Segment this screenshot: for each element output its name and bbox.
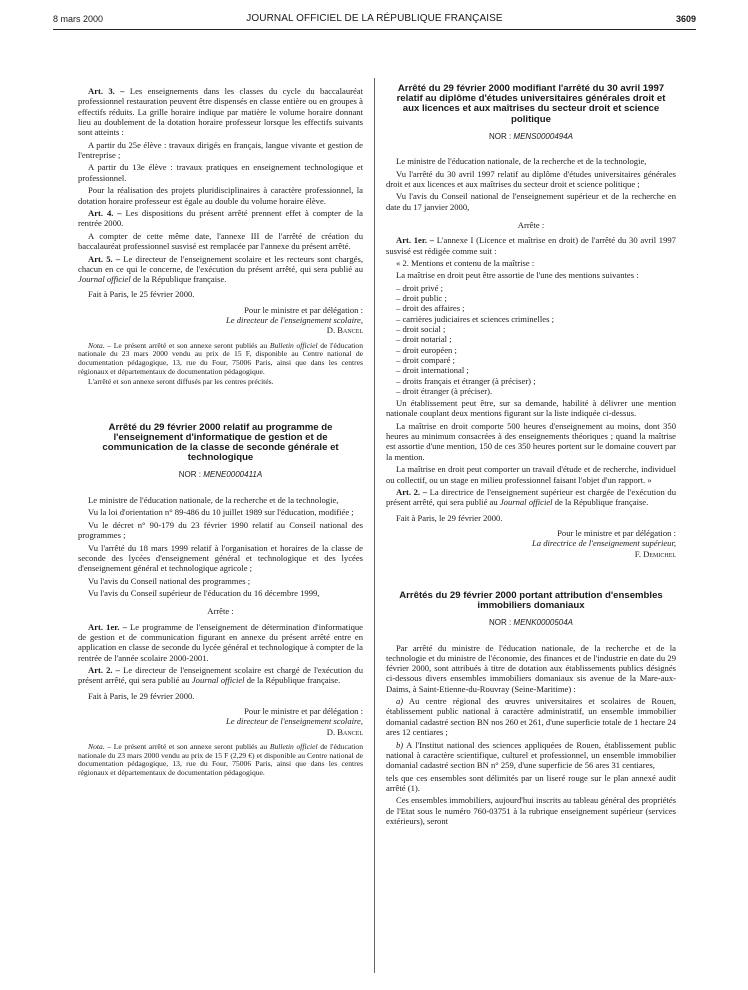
decree-3-p6: La maîtrise en droit peut comporter un travail d'étude et de recherche, individuel ou collectif, ou un stage en milieu professionnel faisant l'objet d'un rapport. » [386, 464, 676, 485]
article-3: Art. 3. – Les enseignements dans les classes du cycle du baccalauréat professionnel restauration peuvent être dispensés en classe entière ou en groupes à effectifs réduits. La grille horaire indique par matière le volume horaire donnant lieu au doublement de la dotation horaire professeur lorsque les effectifs suivants sont atteints : [78, 86, 363, 138]
column-divider [374, 78, 375, 973]
signature-3-name: F. Demichel [634, 548, 676, 559]
decree-4-p1: Par arrêté du ministre de l'éducation nationale, de la recherche et de la technologie et du ministre de l'économie, des finances et de l'industrie en date du 29 février 2000, sont attribués à titre de dotation aux établissements publics désignés ci-dessous divers ensembles immobiliers domaniaux sis avenue de la Mare-aux-Daims, à Saint-Etienne-du-Rouvray (Seine-Maritime) : [386, 642, 676, 694]
signature-1-delegation: Pour le ministre et par délégation : [244, 304, 363, 315]
page-number: 3609 [675, 14, 696, 24]
journal-title: JOURNAL OFFICIEL DE LA RÉPUBLIQUE FRANÇAISE [246, 13, 503, 24]
decree-3-article-1: Art. 1er. – L'annexe I (Licence et maîtrise en droit) de l'arrêté du 30 avril 1997 susvisé est rédigée comme suit : [386, 235, 676, 256]
decree-4-nor: NOR : MENK0000504A [488, 618, 574, 628]
decree-2-nor: NOR : MENE0000411A [178, 470, 263, 480]
mentions-list [386, 283, 676, 396]
decree-2-vu-4: Vu l'avis du Conseil national des programmes ; [88, 575, 251, 586]
list-item: – droit notarial ; [396, 334, 452, 345]
decree-3-p4: Un établissement peut être, sur sa demande, habilité à délivrer une mention nationale couplant deux mentions figurant sur la liste indiquée ci-dessus. [386, 398, 676, 419]
decree-3-vu-2: Vu l'avis du Conseil national de l'enseignement supérieur et de la recherche en date du 17 janvier 2000, [386, 191, 676, 212]
decree-2-title: Arrêté du 29 février 2000 relatif au programme de l'enseignement d'informatique de gestion et de communication de la classe de seconde générale et technologique [102, 421, 339, 464]
decree-2-arrete: Arrête : [207, 606, 234, 617]
decree-3-title: Arrêté du 29 février 2000 modifiant l'arrêté du 30 avril 1997 relatif au diplôme d'études universitaires générales droit et aux licences et aux maîtrises du secteur droit et science politique [396, 83, 666, 125]
decree-3-arrete: Arrête : [517, 219, 545, 230]
signature-3-delegation: Pour le ministre et par délégation : [557, 527, 676, 538]
article-5: Art. 5. – Le directeur de l'enseignement scolaire et les recteurs sont chargés, chacun en ce qui le concerne, de l'exécution du présent arrêté, qui sera publié au Journal officiel de la République française. [78, 253, 363, 285]
decree-4-p3: Ces ensembles immobiliers, aujourd'hui inscrits au tableau général des propriétés de l'Etat sous le numéro 760-03751 à la rubrique enseignement supérieur (services extérieurs), seront [386, 795, 676, 827]
list-item: – carrières judiciaires et sciences criminelles ; [396, 313, 554, 324]
signature-3-role: La directrice de l'enseignement supérieur, [532, 538, 676, 549]
article-3-p4: Pour la réalisation des projets pluridisciplinaires à caractère professionnel, la dotation horaire professeur est égale au double du volume horaire élève. [78, 185, 363, 206]
article-3-p3: A partir du 13e élève : travaux pratiques en enseignement technologique et professionnel. [78, 162, 363, 183]
article-4-p2: A compter de cette même date, l'annexe III de l'arrêté de création du baccalauréat professionnel susvisé est remplacée par l'annexe du présent arrêté. [78, 230, 363, 252]
decree-3-quote: « 2. Mentions et contenu de la maîtrise : [396, 258, 535, 269]
decree-4-item-a: a) Au centre régional des œuvres universitaires et scolaires de Rouen, établissement public national à caractère administratif, un ensemble immobilier domanial cadastré section BN nos 260 et 261, d'une superficie totale de 1 hectare 24 ares 12 centiares ; [386, 696, 676, 738]
decree-2-minister: Le ministre de l'éducation nationale, de la recherche et de la technologie, [88, 494, 339, 505]
signature-2-name: D. Bancel [326, 726, 363, 737]
decree-3-nor: NOR : MENS0000494A [488, 131, 574, 141]
list-item: – droit comparé ; [396, 354, 455, 365]
list-item: – droits français et étranger (à préciser) ; [396, 375, 536, 386]
nota-2: Nota. – Le présent arrêté et son annexe seront publiés au Bulletin officiel de l'éducation nationale du 23 mars 2000 vendu au prix de 15 F (2,29 €) et disponible au Centre national de documentation pédagogique, 13, rue du Four, 75006 Paris, ainsi que dans les centres régionaux et départementaux de documentation pédagogique. [78, 741, 364, 778]
list-item: – droit des affaires ; [396, 303, 465, 314]
left-column [78, 86, 363, 780]
signature-1-role: Le directeur de l'enseignement scolaire, [226, 315, 363, 326]
header-rule [53, 29, 696, 30]
right-column [386, 84, 676, 829]
list-item: – droit international ; [396, 365, 469, 376]
list-item: – droit privé ; [396, 282, 444, 293]
article-3-p2: A partir du 25e élève : travaux dirigés en français, langue vivante et gestion de l'entreprise ; [78, 139, 363, 160]
article-4: Art. 4. – Les dispositions du présent arrêté prennent effet à compter de la rentrée 2000. [78, 208, 363, 229]
decree-2-vu-3: Vu l'arrêté du 18 mars 1999 relatif à l'organisation et horaires de la classe de seconde des lycées d'enseignement général et technologique et des lycées d'enseignement général et technologique agricole ; [78, 542, 363, 574]
decree-2-vu-1: Vu la loi d'orientation n° 89-486 du 10 juillet 1989 sur l'éducation, modifiée ; [88, 507, 354, 518]
decree-2-article-1: Art. 1er. – Le programme de l'enseignement de détermination d'informatique de gestion et de communication figurant en annexe du présent arrêté entre en application en classe de seconde du lycée général et technologique à compter de la rentrée de l'année scolaire 2000-2001. [78, 621, 363, 663]
decree-4-p2: tels que ces ensembles sont délimités par un liseré rouge sur le plan annexé audit arrêté (1). [386, 772, 676, 793]
decree-2-vu-2: Vu le décret n° 90-179 du 23 février 1990 relatif au Conseil national des programmes ; [78, 519, 363, 541]
page-header [53, 12, 696, 28]
list-item: – droit social ; [396, 324, 446, 335]
decree-4-item-b: b) A l'Institut national des sciences appliquées de Rouen, établissement public national à caractère scientifique, culturel et professionnel, un ensemble immobilier domanial cadastré section BN n° 259, d'une superficie de 56 ares 31 centiares, [386, 739, 676, 771]
decree-3-intro: La maîtrise en droit peut être assortie de l'une des mentions suivantes : [396, 270, 639, 281]
signature-2-delegation: Pour le ministre et par délégation : [244, 705, 363, 716]
fait-a-paris-3: Fait à Paris, le 29 février 2000. [396, 512, 503, 523]
list-item: – droit étranger (à préciser). [396, 385, 493, 396]
fait-a-paris-2: Fait à Paris, le 29 février 2000. [88, 690, 195, 701]
decree-2-article-2: Art. 2. – Le directeur de l'enseignement scolaire est chargé de l'exécution du présent arrêté, qui sera publié au Journal officiel de la République française. [78, 665, 363, 686]
signature-2-role: Le directeur de l'enseignement scolaire, [226, 716, 363, 727]
decree-3-minister: Le ministre de l'éducation nationale, de la recherche et de la technologie, [396, 156, 647, 167]
decree-3-article-2: Art. 2. – La directrice de l'enseignement supérieur est chargée de l'exécution du présent arrêté, qui sera publié au Journal officiel de la République française. [386, 487, 676, 508]
decree-3-vu-1: Vu l'arrêté du 30 avril 1997 relatif au diplôme d'études universitaires générales droit et aux licences et aux maîtrises du secteur droit et science politique ; [386, 168, 676, 189]
nota-1: Nota. – Le présent arrêté et son annexe seront publiés au Bulletin officiel de l'éducation nationale du 23 mars 2000 vendu au prix de 15 F, disponible au Centre national de documentation pédagogique, 13, rue du Four, 75006 Paris, ainsi que dans les centres régionaux et départementaux de documentation pédagogique. L'arrêté et son annexe seront diffusés par les centres précités. [78, 340, 364, 387]
list-item: – droit public ; [396, 293, 447, 304]
header-date: 8 mars 2000 [53, 14, 104, 24]
decree-2-vu-5: Vu l'avis du Conseil supérieur de l'éducation du 16 décembre 1999, [88, 588, 320, 599]
decree-4-title: Arrêtés du 29 février 2000 portant attribution d'ensembles immobiliers domaniaux [399, 589, 663, 612]
fait-a-paris-1: Fait à Paris, le 25 février 2000. [88, 289, 195, 300]
decree-3-p5: La maîtrise en droit comporte 500 heures d'enseignement au moins, dont 350 heures au minimum consacrées à des enseignements théoriques ; quand la maîtrise est assortie d'une mention, 150 de ces 350 heures portent sur le domaine couvert par la mention. [386, 420, 676, 462]
signature-1-name: D. Bancel [326, 325, 363, 336]
list-item: – droit européen ; [396, 344, 457, 355]
